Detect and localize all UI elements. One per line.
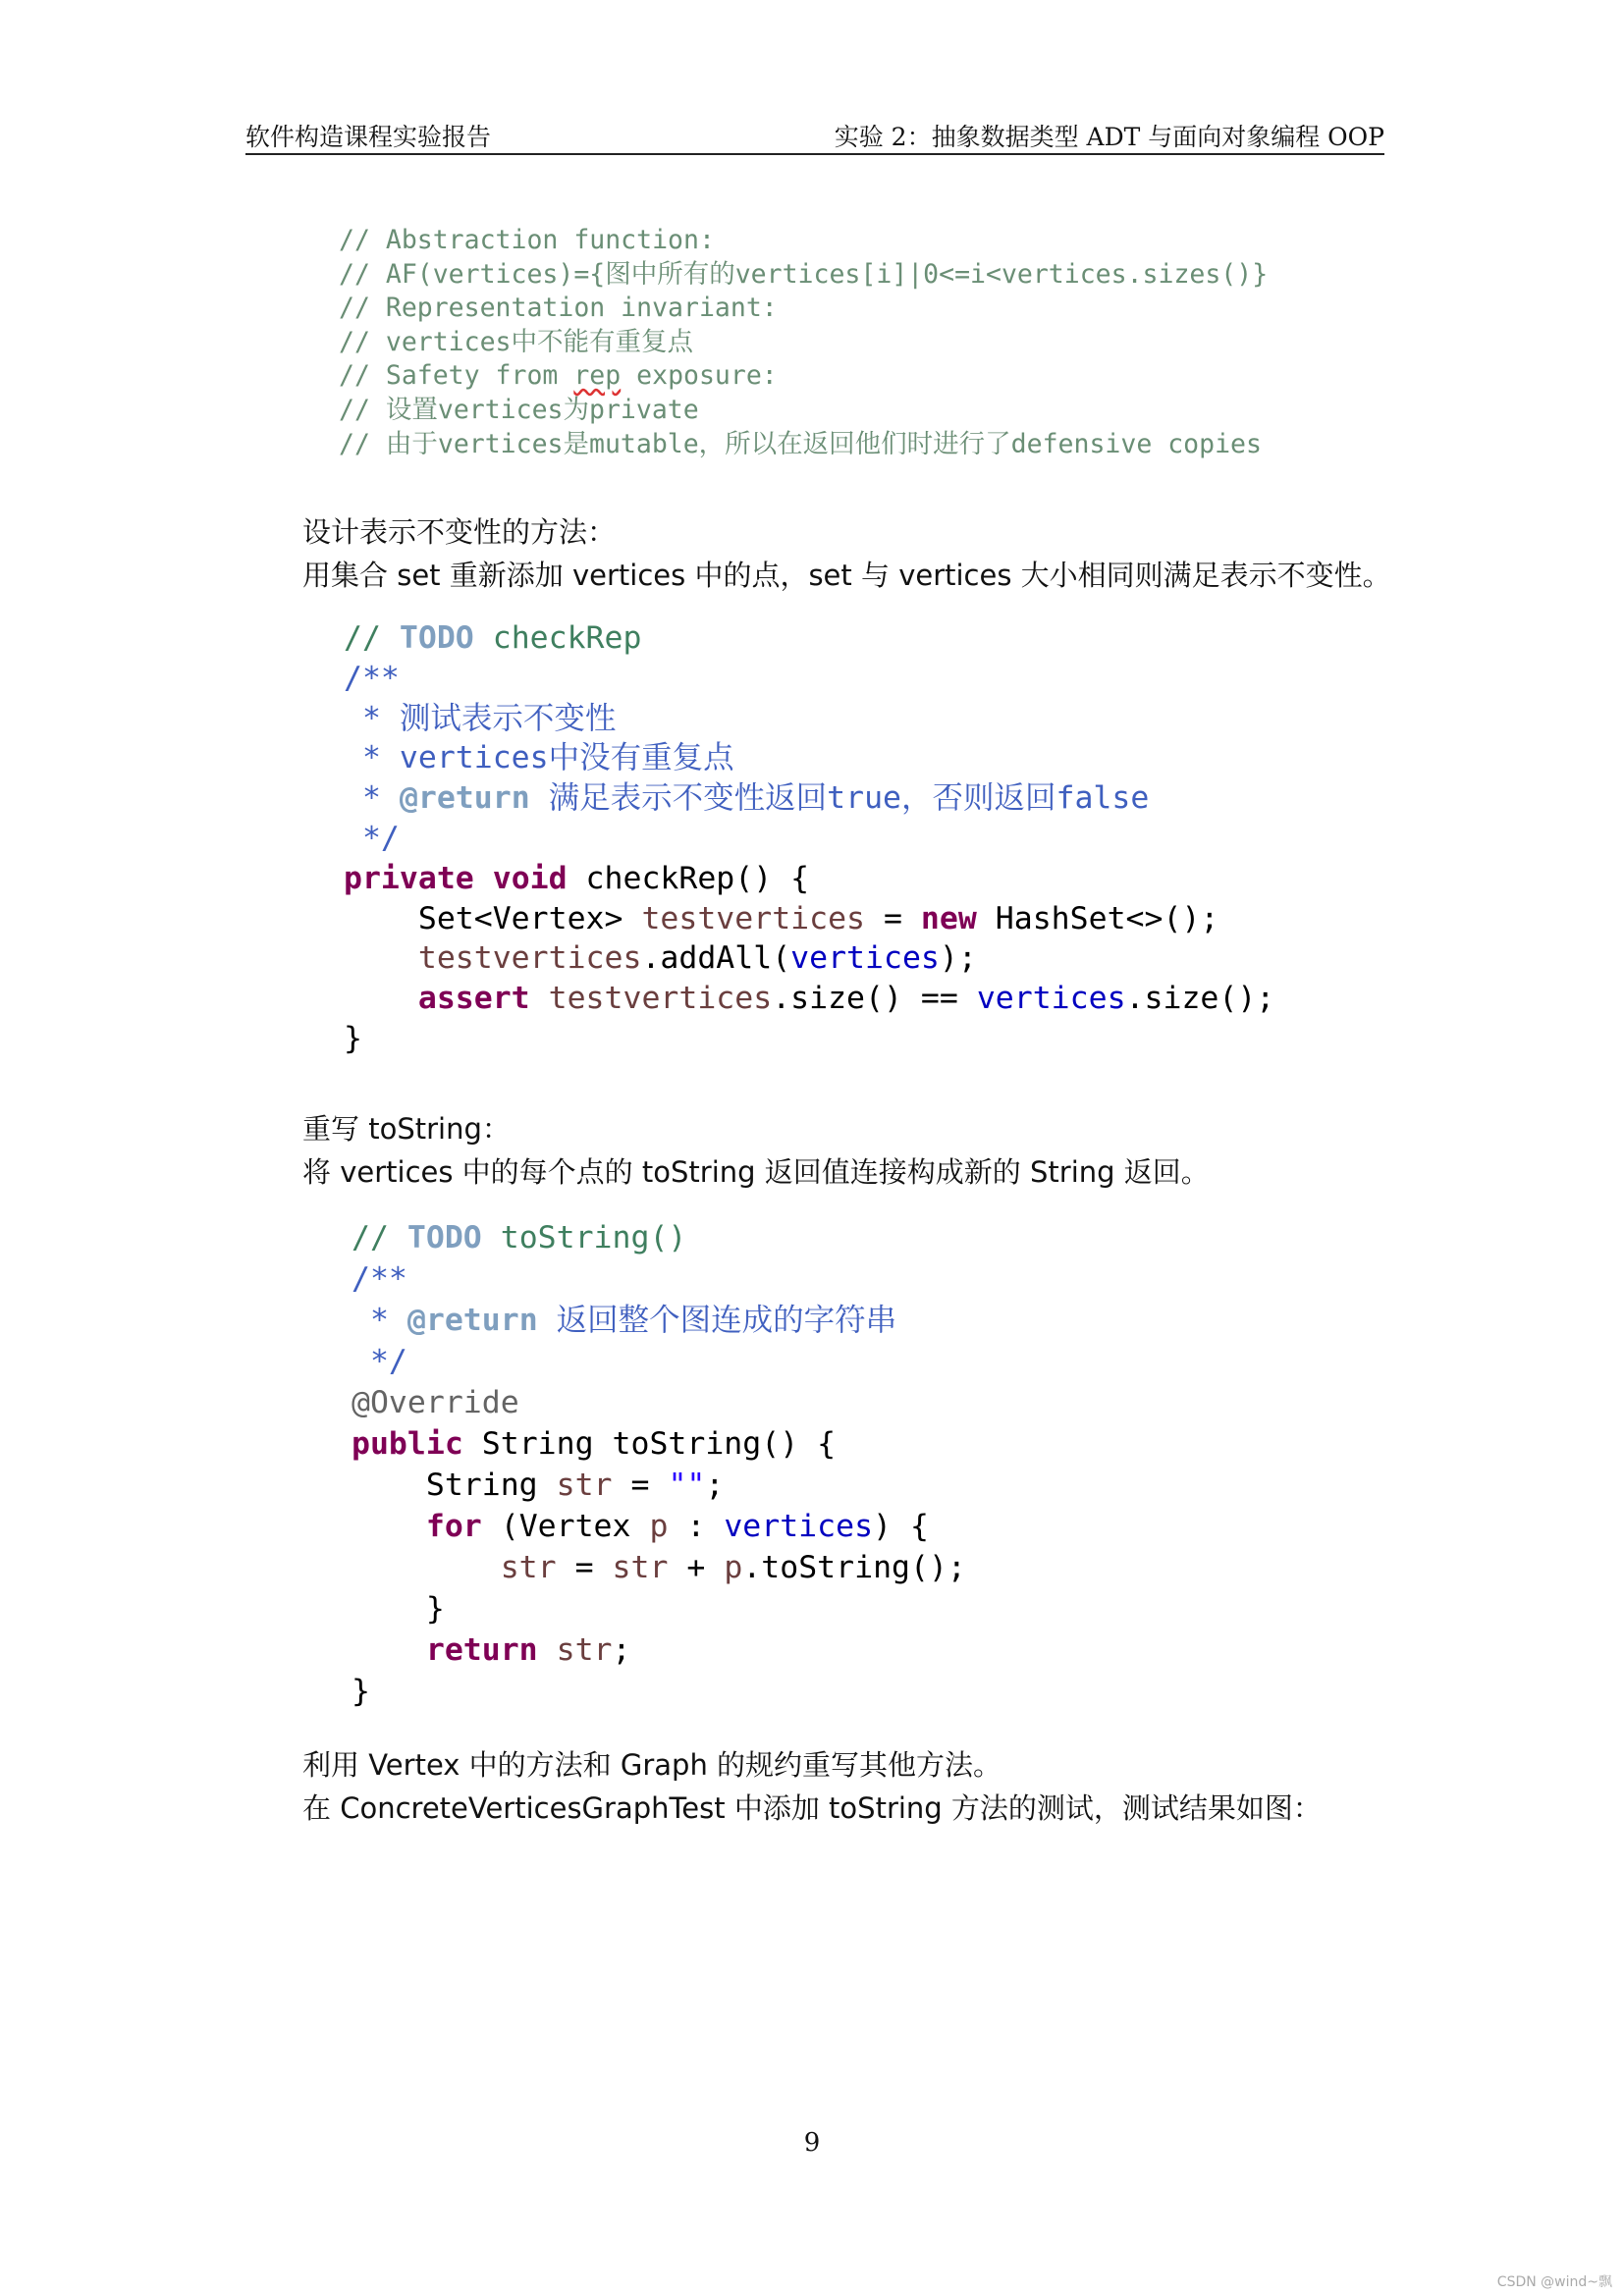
- code-line: }: [344, 1020, 362, 1056]
- paragraph-line: 重写 toString：: [302, 1112, 511, 1146]
- code-line: }: [352, 1674, 370, 1709]
- paragraph-line: 在 ConcreteVerticesGraphTest 中添加 toString 方法的测试，测试结果如图：: [302, 1791, 1322, 1825]
- header-lab-title: 实验 2：抽象数据类型 ADT 与面向对象编程 OOP: [834, 123, 1384, 151]
- code-line: @Override: [352, 1385, 519, 1420]
- code-block-checkrep: [344, 618, 1274, 1059]
- code-line: Set<Vertex> testvertices = new HashSet<>();: [344, 900, 1219, 936]
- code-line: }: [352, 1591, 445, 1627]
- paragraph-tostring: [302, 1107, 1210, 1194]
- code-line: /**: [344, 660, 400, 696]
- paragraph-line: 利用 Vertex 中的方法和 Graph 的规约重写其他方法。: [302, 1748, 1002, 1782]
- paragraph-other-methods: [302, 1743, 1322, 1830]
- code-line: // TODO checkRep: [344, 620, 642, 656]
- code-line: return str;: [352, 1632, 631, 1668]
- code-line: * 测试表示不变性: [344, 700, 617, 736]
- code-line: // TODO toString(): [352, 1220, 687, 1255]
- code-line: // 由于vertices是mutable，所以在返回他们时进行了defensive copies: [339, 428, 1262, 459]
- paragraph-line: 将 vertices 中的每个点的 toString 返回值连接构成新的 String 返回。: [302, 1155, 1210, 1189]
- code-line: assert testvertices.size() == vertices.size();: [344, 981, 1275, 1017]
- paragraph-line: 用集合 set 重新添加 vertices 中的点，set 与 vertices 大小相同则满足表示不变性。: [302, 559, 1391, 592]
- code-line: // vertices中不能有重复点: [339, 326, 693, 357]
- paragraph-rep-invariant: [302, 510, 1391, 597]
- page-number: 9: [803, 2128, 821, 2158]
- code-block-tostring: [352, 1217, 966, 1712]
- code-line: public String toString() {: [352, 1426, 837, 1462]
- code-line: str = str + p.toString();: [352, 1550, 966, 1585]
- code-line: * @return 满足表示不变性返回true，否则返回false: [344, 780, 1150, 817]
- code-line: private void checkRep() {: [344, 860, 810, 896]
- code-line: // Safety from rep exposure:: [339, 360, 778, 392]
- watermark: CSDN @wind~飘: [1496, 2274, 1612, 2290]
- code-line: testvertices.addAll(vertices);: [344, 940, 977, 977]
- code-line: * vertices中没有重复点: [344, 740, 734, 776]
- code-line: // Representation invariant:: [339, 293, 778, 324]
- code-line: * @return 返回整个图连成的字符串: [352, 1303, 897, 1338]
- code-line: // AF(vertices)={图中所有的vertices[i]|0<=i<vertices.sizes()}: [339, 258, 1269, 290]
- code-line: */: [344, 820, 400, 856]
- code-line: String str = "";: [352, 1468, 725, 1503]
- code-line: // Abstraction function:: [339, 225, 715, 255]
- code-line: /**: [352, 1261, 407, 1297]
- code-line: // 设置vertices为private: [339, 394, 699, 425]
- code-block-abstraction-function: [339, 224, 1268, 461]
- code-line: for (Vertex p : vertices) {: [352, 1509, 929, 1544]
- spellcheck-word: rep: [573, 360, 622, 392]
- code-line: */: [352, 1344, 407, 1379]
- header-course-title: 软件构造课程实验报告: [245, 123, 492, 151]
- page-header: [245, 116, 1384, 155]
- paragraph-line: 设计表示不变性的方法：: [302, 515, 617, 549]
